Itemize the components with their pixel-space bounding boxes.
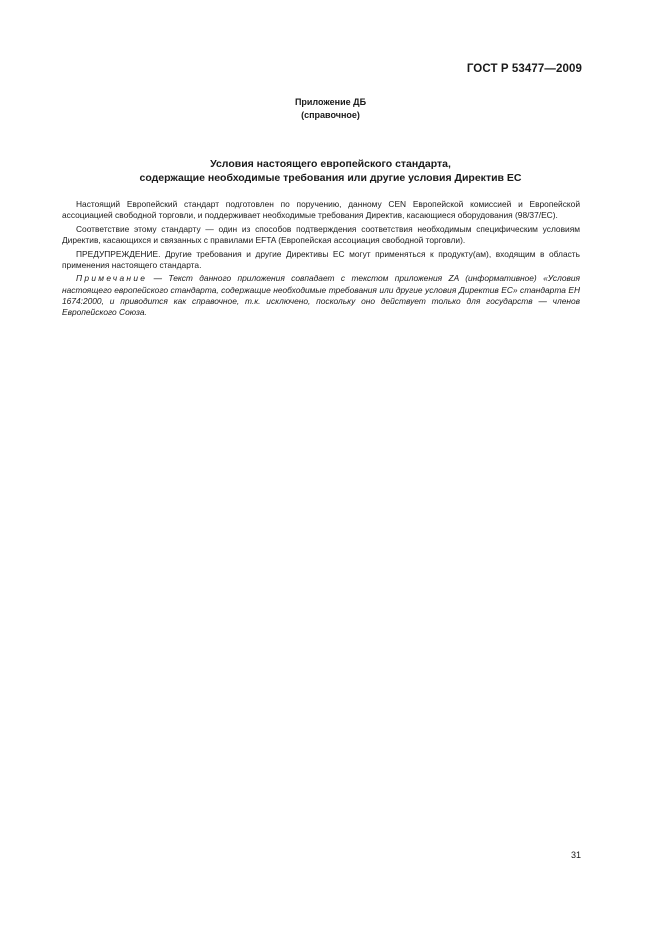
body-text — [62, 199, 580, 321]
document-code: ГОСТ Р 53477—2009 — [466, 63, 582, 75]
section-heading — [0, 157, 661, 185]
note-paragraph — [62, 273, 580, 318]
paragraph-warning: ПРЕДУПРЕЖДЕНИЕ. Другие требования и другие Директивы ЕС могут применяться к продукту(ам), входящим в область применения настоящего стандарта. — [62, 248, 580, 270]
page-number: 31 — [570, 850, 581, 860]
note-label: Примечание — [76, 273, 148, 284]
section-heading-line-2: содержащие необходимые требования или другие условия Директив ЕС — [139, 172, 522, 184]
paragraph-mandate: Настоящий Европейский стандарт подготовлен по поручению, данному CEN Европейской комиссией и Европейской ассоциацией свободной торговли, и поддерживает необходимые требования Директив, касающиеся оборудования (98/37/ЕС). — [62, 199, 580, 221]
appendix-subtitle: (справочное) — [301, 110, 360, 120]
appendix-title: Приложение ДБ — [294, 97, 367, 107]
note-text: — Текст данного приложения совпадает с текстом приложения ZA (информативное) «Условия настоящего европейского стандарта, содержащие необходимые требования или другие условия Директив ЕС» стандарта ЕН 1674:2000, и приводится как справочное, т.к. исключено, поскольку оно действует только для государств — членов Европейского Союза. — [62, 273, 580, 317]
section-heading-line-1: Условия настоящего европейского стандарта, — [210, 158, 451, 170]
appendix-block — [0, 96, 661, 122]
paragraph-conformity: Соответствие этому стандарту — один из способов подтверждения соответствия необходимым специфическим условиям Директив, касающихся и связанных с правилами EFTA (Европейская ассоциация свободной торговли). — [62, 223, 580, 245]
